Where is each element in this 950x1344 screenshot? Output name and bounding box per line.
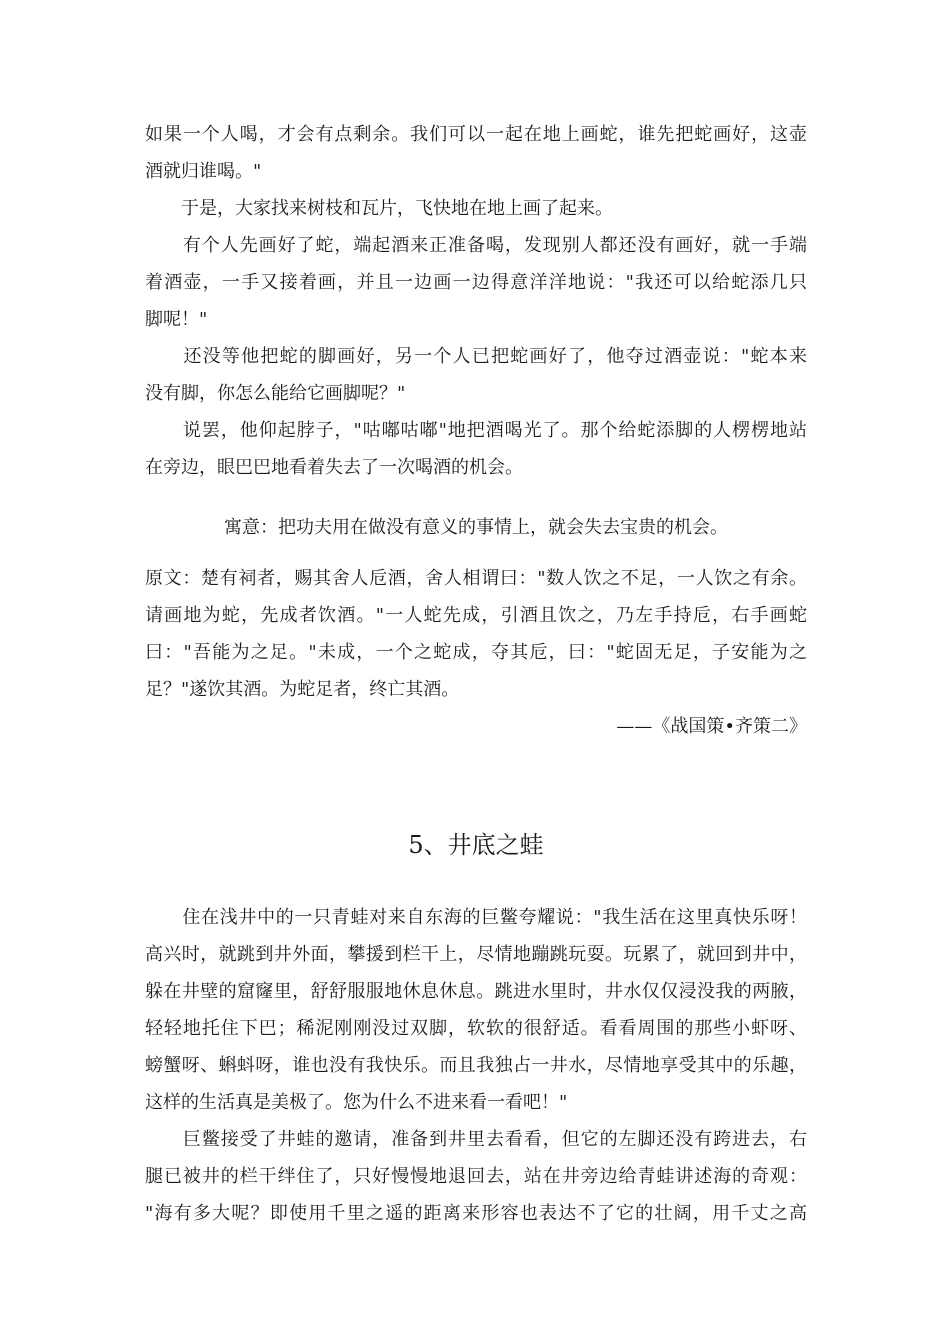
story1-para3 xyxy=(145,227,807,338)
text-line: 请画地为蛇，先成者饮酒。"一人蛇先成，引酒且饮之，乃左手持卮，右手画蛇 xyxy=(145,605,807,626)
original-text xyxy=(145,560,807,708)
story1-para4 xyxy=(145,338,807,412)
source-citation: ——《战国策•齐策二》 xyxy=(616,716,807,737)
text-line: 住在浅井中的一只青蛙对来自东海的巨鳖夸耀说："我生活在这里真快乐呀！ xyxy=(145,907,807,928)
story1-para5 xyxy=(145,412,807,486)
text-line: 有个人先画好了蛇，端起酒来正准备喝，发现别人都还没有画好，就一手端 xyxy=(145,235,807,256)
text-line: 原文：楚有祠者，赐其舍人卮酒，舍人相谓曰："数人饮之不足，一人饮之有余。 xyxy=(145,568,807,589)
moral-text: 寓意：把功夫用在做没有意义的事情上，就会失去宝贵的机会。 xyxy=(224,517,728,538)
text-line: 没有脚，你怎么能给它画脚呢？" xyxy=(145,383,406,404)
text-line: 于是，大家找来树枝和瓦片，飞快地在地上画了起来。 xyxy=(145,198,613,219)
story2-para1 xyxy=(145,899,807,1121)
text-line: 如果一个人喝，才会有点剩余。我们可以一起在地上画蛇，谁先把蛇画好，这壶 xyxy=(145,124,807,145)
text-line: 脚呢！" xyxy=(145,309,208,330)
text-line: 轻轻地托住下巴；稀泥刚刚没过双脚，软软的很舒适。看看周围的那些小虾呀、 xyxy=(145,1018,807,1039)
text-line: 巨鳖接受了井蛙的邀请，准备到井里去看看，但它的左脚还没有跨进去，右 xyxy=(145,1129,807,1150)
story2-para2 xyxy=(145,1121,807,1232)
story-title: 5、井底之蛙 xyxy=(408,831,544,859)
text-line: 酒就归谁喝。" xyxy=(145,161,262,182)
text-line: 曰："吾能为之足。"未成，一个之蛇成，夺其卮，曰："蛇固无足，子安能为之 xyxy=(145,642,807,663)
text-line: 躲在井壁的窟窿里，舒舒服服地休息休息。跳进水里时，井水仅仅浸没我的两腋， xyxy=(145,981,807,1002)
story1-para1 xyxy=(145,116,807,190)
text-line: 在旁边，眼巴巴地看着失去了一次喝酒的机会。 xyxy=(145,457,523,478)
text-line: "海有多大呢？即使用千里之遥的距离来形容也表达不了它的壮阔，用千丈之高 xyxy=(145,1203,807,1224)
text-line: 足？"遂饮其酒。为蛇足者，终亡其酒。 xyxy=(145,679,460,700)
moral xyxy=(145,509,807,546)
text-line: 螃蟹呀、蝌蚪呀，谁也没有我快乐。而且我独占一井水，尽情地享受其中的乐趣， xyxy=(145,1055,807,1076)
text-line: 说罢，他仰起脖子，"咕嘟咕嘟"地把酒喝光了。那个给蛇添脚的人楞楞地站 xyxy=(145,420,807,441)
story1-para2 xyxy=(145,190,807,227)
text-line: 还没等他把蛇的脚画好，另一个人已把蛇画好了，他夺过酒壶说："蛇本来 xyxy=(145,346,807,367)
text-line: 着酒壶，一手又接着画，并且一边画一边得意洋洋地说："我还可以给蛇添几只 xyxy=(145,272,807,293)
text-line: 这样的生活真是美极了。您为什么不进来看一看吧！" xyxy=(145,1092,568,1113)
source xyxy=(145,708,807,745)
text-line: 腿已被井的栏干绊住了，只好慢慢地退回去，站在井旁边给青蛙讲述海的奇观： xyxy=(145,1166,807,1187)
text-line: 高兴时，就跳到井外面，攀援到栏干上，尽情地蹦跳玩耍。玩累了，就回到井中， xyxy=(145,944,807,965)
